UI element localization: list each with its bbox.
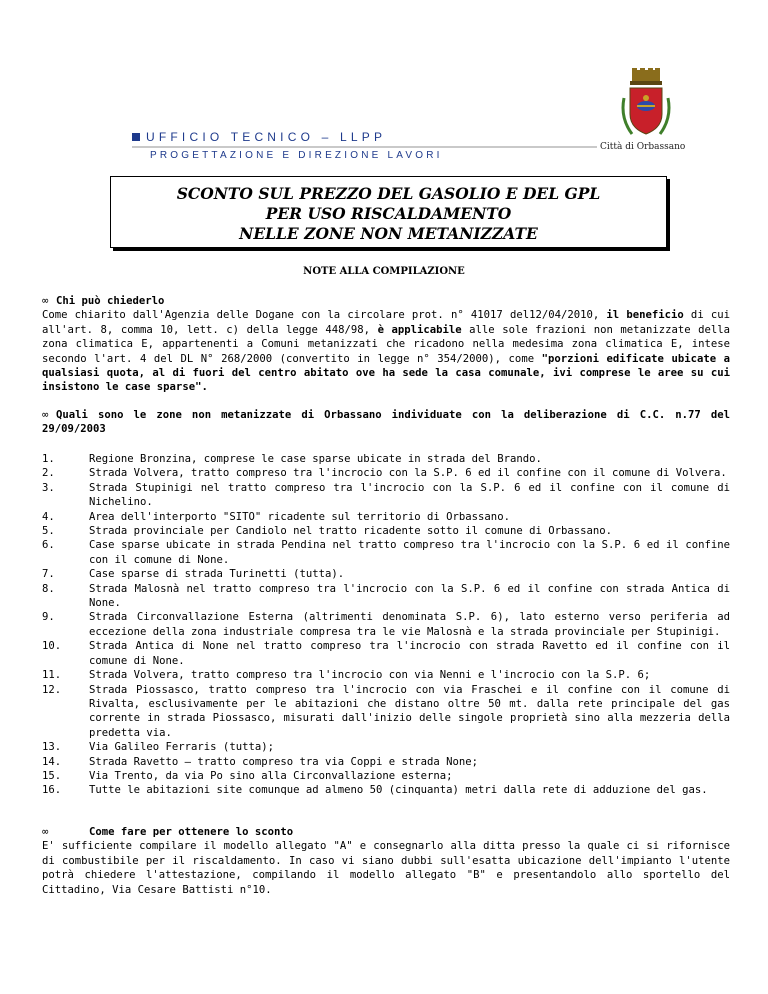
list-item: [42, 524, 730, 538]
list-item: [42, 683, 730, 741]
list-item-text: Strada Volvera, tratto compreso tra l'incrocio con via Nenni e l'incrocio con la S.P. 6;: [89, 669, 651, 682]
zones-list: [42, 452, 730, 798]
list-item-text: Strada Circonvallazione Esterna (altrimenti denominata S.P. 6), lato esterno verso periferia ad eccezione della zona industriale compresa tra le vie Malosnà e la strada provinciale per Stupinigi.: [89, 611, 730, 638]
paragraph-bold: è applicabile: [377, 323, 462, 336]
list-item-text: Regione Bronzina, comprese le case sparse ubicate in strada del Brando.: [89, 453, 542, 465]
section-heading: [42, 825, 730, 839]
list-item-text: Strada Antica di None nel tratto compreso tra l'incrocio con strada Ravetto ed il confine con il comune di None.: [89, 640, 730, 667]
section-heading-text: Chi può chiederlo: [56, 295, 165, 307]
list-item-number: 11.: [42, 669, 62, 682]
list-item-number: 5.: [42, 525, 55, 538]
paragraph-text: alle sole frazioni non metanizzate della zona climatica E, appartenenti a Comuni metanizzati che ricadono nella medesima zona climatica E, intese secondo l'art. 4 del DL N° 268/2000 (convertito in legge n° 354/2000), come: [42, 323, 730, 365]
section-zones: [42, 408, 730, 437]
list-item-text: Strada Ravetto – tratto compreso tra via Coppi e strada None;: [89, 755, 479, 768]
section-paragraph: E' sufficiente compilare il modello allegato "A" e consegnarlo alla ditta presso la quale ci si rifornisce di combustibile per il riscaldamento. In caso vi siano dubbi sull'esatta ubicazione dell'impianto l'utente potrà chiedere l'attestazione, compilando il modello allegato "B" e presentandolo allo sportello del Cittadino, Via Cesare Battisti n°10.: [42, 840, 730, 896]
section-heading: [42, 408, 730, 437]
list-item-text: Strada Volvera, tratto compreso tra l'incrocio con la S.P. 6 ed il confine con il comune di Volvera.: [89, 467, 727, 480]
list-item-number: 3.: [42, 481, 55, 494]
list-item: [42, 538, 730, 567]
list-item-number: 1.: [42, 453, 55, 465]
paragraph-text: di cui all'art. 8, comma 10, lett. c) della legge 448/98,: [42, 309, 730, 336]
title-line-1: SCONTO SUL PREZZO DEL GASOLIO E DEL GPL: [176, 184, 601, 203]
title-line-3: NELLE ZONE NON METANIZZATE: [239, 224, 538, 243]
list-item-number: 15.: [42, 769, 62, 782]
list-item-text: Case sparse ubicate in strada Pendina nel tratto compreso tra l'incrocio con la S.P. 6 ed il confine con il comune di None.: [89, 539, 730, 566]
paragraph-bold: "porzioni edificate ubicate a qualsiasi quota, al di fuori del centro abitato ove ha sede la casa comunale, ivi comprese le aree su cui insistono le case sparse".: [42, 352, 730, 394]
infinity-bullet-icon: ∞: [42, 295, 49, 307]
list-item-number: 16.: [42, 784, 62, 797]
list-item: [42, 769, 730, 783]
list-item-text: Strada Piossasco, tratto compreso tra l'incrocio con via Fraschei e il confine con il comune di Rivalta, esclusivamente per le abitazioni che distano oltre 50 mt. dalla rete principale del gas corrente in strada Piossasco, misurati dall'inizio delle singole proprietà sino alla mezzeria della predetta via.: [89, 683, 730, 739]
list-item-number: 6.: [42, 539, 55, 552]
list-item: [42, 639, 730, 668]
section-how-to: [42, 825, 730, 897]
list-item-number: 9.: [42, 611, 55, 624]
list-item: [42, 740, 730, 754]
list-item-text: Via Trento, da via Po sino alla Circonvallazione esterna;: [89, 769, 453, 782]
list-item-number: 4.: [42, 510, 55, 523]
title-box: [110, 176, 667, 248]
office-square-icon: [132, 133, 140, 141]
list-item: [42, 466, 730, 480]
list-item-text: Area dell'interporto "SITO" ricadente sul territorio di Orbassano.: [89, 510, 510, 523]
section-heading-text: Quali sono le zone non metanizzate di Orbassano individuate con la deliberazione di C.C. n.77 del 29/09/2003: [42, 409, 730, 436]
list-item-number: 13.: [42, 741, 62, 754]
paragraph-bold: il beneficio: [606, 309, 684, 322]
section-who-can-apply: [42, 294, 730, 395]
list-item-text: Tutte le abitazioni site comunque ad almeno 50 (cinquanta) metri dalla rete di adduzione del gas.: [89, 784, 708, 797]
list-item: [42, 510, 730, 524]
list-item-text: Via Galileo Ferraris (tutta);: [89, 741, 274, 754]
section-paragraph: [42, 308, 730, 394]
list-item-number: 12.: [42, 683, 62, 696]
office-name: [132, 130, 386, 144]
header-divider: [132, 146, 597, 148]
list-item-number: 14.: [42, 755, 62, 768]
list-item: [42, 610, 730, 639]
section-heading-text: Come fare per ottenere lo sconto: [89, 826, 294, 838]
paragraph-text: Come chiarito dall'Agenzia delle Dogane con la circolare prot. n° 41017 del12/04/2010,: [42, 309, 607, 322]
list-item-text: Strada Malosnà nel tratto compreso tra l'incrocio con la S.P. 6 ed il confine con strada Antica di None.: [89, 582, 730, 610]
list-item-number: 10.: [42, 640, 62, 653]
department-name: PROGETTAZIONE E DIREZIONE LAVORI: [150, 150, 443, 161]
list-item-text: Case sparse di strada Turinetti (tutta).: [89, 568, 345, 581]
list-item: [42, 783, 730, 797]
list-item-text: Strada provinciale per Candiolo nel tratto ricadente sotto il comune di Orbassano.: [89, 525, 612, 538]
list-item: [42, 668, 730, 682]
infinity-bullet-icon: ∞: [42, 826, 49, 838]
notes-title: NOTE ALLA COMPILAZIONE: [303, 266, 465, 277]
office-label: UFFICIO TECNICO – LLPP: [146, 130, 387, 144]
list-item-text: Strada Stupinigi nel tratto compreso tra l'incrocio con la S.P. 6 ed il confine con il comune di Nichelino.: [89, 481, 730, 509]
city-crest-icon: [618, 68, 674, 140]
infinity-bullet-icon: ∞: [42, 409, 49, 421]
city-name: Città di Orbassano: [600, 142, 686, 152]
list-item: [42, 567, 730, 581]
title-line-2: PER USO RISCALDAMENTO: [265, 204, 512, 223]
list-item-number: 2.: [42, 467, 55, 480]
list-item: [42, 755, 730, 769]
section-heading: [42, 294, 730, 308]
list-item: [42, 582, 730, 611]
list-item-number: 7.: [42, 568, 55, 581]
list-item-number: 8.: [42, 582, 55, 595]
list-item: [42, 452, 730, 466]
list-item: [42, 481, 730, 510]
